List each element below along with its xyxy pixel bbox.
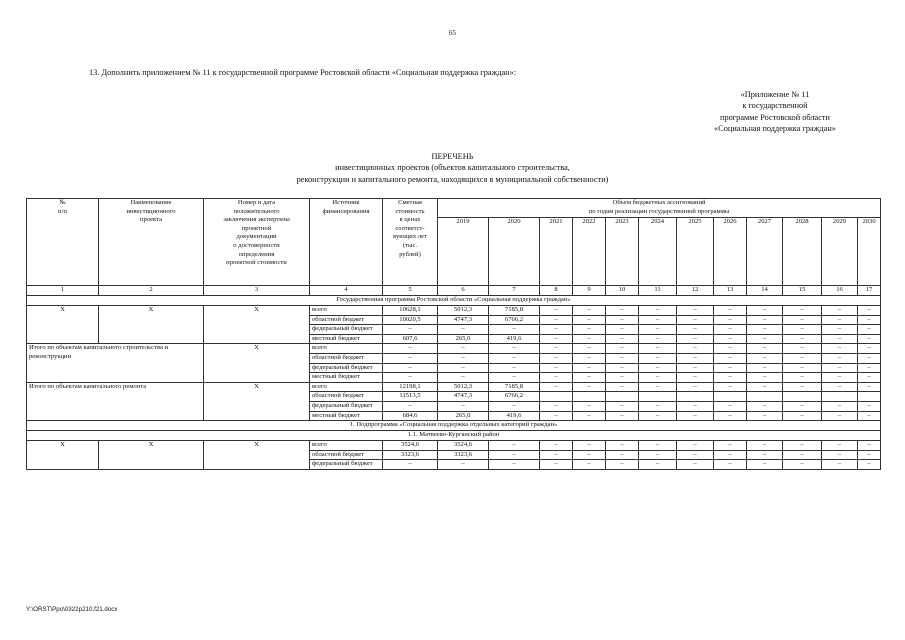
cell-value: – [677,382,714,392]
cell-value: – [783,460,822,470]
cell-value: 6766,2 [489,392,540,402]
cell-value: 265,0 [438,334,489,344]
cell-value: – [606,363,639,373]
cell-value: – [573,363,606,373]
column-number: 5 [383,286,438,296]
cell-value: – [540,373,573,383]
cell-value: – [489,401,540,411]
section-program: Государственная программа Ростовской области «Социальная поддержка граждан» [27,296,881,306]
cell-expertise: Х [204,441,310,470]
cell-source: областной бюджет [310,392,383,402]
cell-value: – [489,353,540,363]
cell-source: федеральный бюджет [310,460,383,470]
cell-value: – [639,411,677,421]
cell-source: федеральный бюджет [310,401,383,411]
table-row [27,441,881,451]
cell-value: 5012,3 [438,306,489,316]
cell-value: – [822,344,858,354]
cell-value: – [573,373,606,383]
header-year: 2020 [489,218,540,286]
cell-value: – [573,353,606,363]
cell-source: всего [310,382,383,392]
cell-value: – [747,325,783,335]
cell-value: – [489,373,540,383]
table-row [27,344,881,354]
cell-value: – [540,441,573,451]
cell-value: – [573,450,606,460]
cell-value: – [783,401,822,411]
cell-value: – [606,411,639,421]
cell-value: – [783,315,822,325]
cell-value [714,392,747,402]
cell-value: – [677,401,714,411]
header-year: 2027 [747,218,783,286]
cell-value: 419,6 [489,334,540,344]
cell-value: – [822,325,858,335]
cell-value: – [383,344,438,354]
cell-value: – [822,306,858,316]
cell-value: 607,6 [383,334,438,344]
cell-value: – [783,353,822,363]
cell-value [639,392,677,402]
cell-value: – [573,334,606,344]
cell-value: – [606,401,639,411]
cell-value: – [639,373,677,383]
header-year: 2028 [783,218,822,286]
cell-value: – [573,411,606,421]
cell-value: – [383,363,438,373]
cell-value: – [573,315,606,325]
cell-value: – [606,344,639,354]
cell-value: – [489,460,540,470]
cell-total-label: Итого по объектам капитального строительства и реконструкции [27,344,204,382]
cell-value: – [573,306,606,316]
cell-value: – [714,401,747,411]
cell-value: – [540,401,573,411]
appendix-line: «Социальная поддержка граждан» [714,124,836,134]
cell-value: – [747,315,783,325]
cell-value: – [383,401,438,411]
cell-value: – [714,382,747,392]
column-number: 2 [99,286,204,296]
cell-value: – [639,441,677,451]
cell-value: – [677,460,714,470]
table-row [27,382,881,392]
cell-value: – [714,315,747,325]
cell-value: 11513,5 [383,392,438,402]
cell-expertise: Х [204,382,310,420]
column-number: 3 [204,286,310,296]
header-expertise: Номер и дата положительного заключения экспертизы проектной документации о достоверности определения проектной стоимости [204,199,310,286]
cell-value: – [747,363,783,373]
header-year: 2026 [714,218,747,286]
cell-source: федеральный бюджет [310,325,383,335]
cell-value [573,392,606,402]
cell-value: – [606,315,639,325]
cell-value: – [677,411,714,421]
cell-value: – [677,441,714,451]
cell-value: – [783,441,822,451]
cell-value: – [383,353,438,363]
cell-value: – [858,460,881,470]
section-district: 1.1. Матвеево-Курганский район [27,431,881,441]
cell-value: 265,0 [438,411,489,421]
cell-value: – [747,353,783,363]
cell-value: – [438,373,489,383]
cell-value: – [489,450,540,460]
cell-source: всего [310,344,383,354]
cell-value: – [540,325,573,335]
cell-value: – [714,373,747,383]
cell-value: – [714,441,747,451]
cell-value: – [540,315,573,325]
cell-value: – [489,325,540,335]
cell-value: – [639,401,677,411]
cell-value: – [747,306,783,316]
cell-value: – [822,441,858,451]
appendix-line: к государственной [742,101,808,111]
cell-value: – [747,382,783,392]
cell-value: – [438,363,489,373]
header-year: 2025 [677,218,714,286]
cell-source: местный бюджет [310,334,383,344]
cell-value: 419,6 [489,411,540,421]
cell-source: местный бюджет [310,373,383,383]
cell-value: – [573,460,606,470]
cell-value: – [639,334,677,344]
column-number: 11 [639,286,677,296]
column-number: 1 [27,286,99,296]
cell-value [858,392,881,402]
cell-value: – [540,450,573,460]
cell-value: 5012,3 [438,382,489,392]
cell-value: – [858,401,881,411]
cell-value: – [783,363,822,373]
column-number: 8 [540,286,573,296]
cell-value: – [858,334,881,344]
cell-source: областной бюджет [310,450,383,460]
header-year: 2021 [540,218,573,286]
cell-value: – [677,363,714,373]
cell-expertise: Х [204,306,310,344]
cell-value: – [858,306,881,316]
cell-value: – [858,325,881,335]
cell-value: 3323,6 [438,450,489,460]
cell-value: – [438,460,489,470]
cell-value: – [606,382,639,392]
cell-value: – [639,460,677,470]
cell-value: – [858,344,881,354]
cell-value: – [714,450,747,460]
cell-value: 3323,6 [383,450,438,460]
cell-value: – [606,460,639,470]
cell-value: 684,6 [383,411,438,421]
cell-source: областной бюджет [310,315,383,325]
document-title [0,151,905,185]
cell-source: местный бюджет [310,411,383,421]
cell-value: – [783,306,822,316]
cell-value: – [540,460,573,470]
cell-value: – [540,306,573,316]
cell-value: – [677,373,714,383]
cell-value: – [783,382,822,392]
cell-value: – [822,401,858,411]
cell-value: – [714,460,747,470]
header-year: 2022 [573,218,606,286]
cell-value: – [677,334,714,344]
header-cost: Сметная стоимость в ценах соответст- вующих лет (тыс. рублей) [383,199,438,286]
appendix-line: «Приложение № 11 [740,90,810,99]
cell-value: – [783,450,822,460]
cell-value [783,392,822,402]
cell-project-name: Х [99,441,204,470]
cell-value: 12198,1 [383,382,438,392]
cell-value: – [606,450,639,460]
cell-value: 3524,6 [438,441,489,451]
cell-value: – [606,334,639,344]
cell-value: – [783,344,822,354]
header-year: 2019 [438,218,489,286]
cell-value: – [606,325,639,335]
cell-value: – [858,441,881,451]
cell-value: – [747,401,783,411]
header-volume: Объем бюджетных ассигнований [438,199,881,209]
cell-value: – [714,325,747,335]
cell-value: – [747,441,783,451]
cell-value: 10020,5 [383,315,438,325]
cell-value [606,392,639,402]
cell-value: – [639,344,677,354]
cell-value: – [783,325,822,335]
cell-source: федеральный бюджет [310,363,383,373]
page-number: 65 [449,29,456,37]
cell-value: – [822,450,858,460]
cell-value: 4747,3 [438,315,489,325]
column-number: 9 [573,286,606,296]
cell-value: – [573,441,606,451]
column-number: 12 [677,286,714,296]
cell-value: – [822,334,858,344]
cell-value: – [489,441,540,451]
cell-value: – [438,344,489,354]
cell-value: – [783,411,822,421]
cell-value: – [639,325,677,335]
cell-value: – [573,325,606,335]
cell-value: – [383,325,438,335]
header-source: Источник финансирования [310,199,383,286]
cell-value: – [747,450,783,460]
cell-value: 6766,2 [489,315,540,325]
cell-value: 10628,1 [383,306,438,316]
cell-value: – [639,306,677,316]
cell-value: – [747,460,783,470]
cell-value: – [639,363,677,373]
cell-value: – [438,325,489,335]
cell-value: – [540,344,573,354]
cell-value: – [822,411,858,421]
cell-project-name: Х [99,306,204,344]
cell-value [540,392,573,402]
header-num: № п/п [27,199,99,286]
cell-value: – [540,353,573,363]
investment-projects-table [26,198,881,470]
column-number: 4 [310,286,383,296]
cell-value: – [606,373,639,383]
cell-value: – [714,306,747,316]
cell-value: – [747,411,783,421]
cell-value: – [714,411,747,421]
cell-value: – [677,344,714,354]
cell-expertise: Х [204,344,310,382]
cell-value: – [573,401,606,411]
cell-value: – [383,460,438,470]
column-number: 15 [783,286,822,296]
cell-value: – [822,382,858,392]
cell-value: – [540,411,573,421]
cell-value: – [540,382,573,392]
cell-value: – [858,411,881,421]
cell-source: всего [310,441,383,451]
cell-value: – [858,315,881,325]
cell-source: областной бюджет [310,353,383,363]
cell-value: 7185,8 [489,306,540,316]
cell-value: – [639,315,677,325]
cell-value: – [438,401,489,411]
cell-value: – [714,353,747,363]
title-line: ПЕРЕЧЕНЬ [431,152,474,161]
cell-value: – [677,353,714,363]
cell-value: – [639,353,677,363]
header-project-name: Наименование инвестиционного проекта [99,199,204,286]
column-number: 6 [438,286,489,296]
cell-value: – [639,450,677,460]
cell-value: – [573,382,606,392]
title-line: инвестиционных проектов (объектов капитального строительства, [335,163,570,173]
cell-value: – [747,373,783,383]
cell-value: – [573,344,606,354]
cell-value: – [783,373,822,383]
header-year: 2024 [639,218,677,286]
cell-value: – [858,353,881,363]
section-subprogram: 1. Подпрограмма «Социальная поддержка отдельных категорий граждан» [27,421,881,431]
cell-value: – [714,344,747,354]
cell-total-label: Итого по объектам капитального ремонта [27,382,204,420]
cell-value: – [858,382,881,392]
column-number: 17 [858,286,881,296]
cell-value: – [383,373,438,383]
header-year: 2023 [606,218,639,286]
column-number: 16 [822,286,858,296]
cell-value: – [606,306,639,316]
cell-value: – [822,460,858,470]
cell-value: – [606,441,639,451]
cell-value: – [438,353,489,363]
cell-value: – [639,382,677,392]
header-year: 2030 [858,218,881,286]
header-volume-sub: по годам реализации государственной программы [438,208,881,218]
cell-value: – [714,363,747,373]
cell-value: 3524,6 [383,441,438,451]
cell-value: 7185,8 [489,382,540,392]
appendix-header [660,89,890,135]
cell-value [677,392,714,402]
cell-value: – [540,363,573,373]
cell-num: Х [27,441,99,470]
cell-value: – [858,450,881,460]
cell-value: – [783,334,822,344]
cell-value: 4747,3 [438,392,489,402]
cell-value: – [489,344,540,354]
cell-value: – [489,363,540,373]
cell-value: – [677,315,714,325]
cell-value: – [822,315,858,325]
cell-num: Х [27,306,99,344]
cell-value: – [858,373,881,383]
cell-value: – [747,334,783,344]
cell-value: – [822,363,858,373]
cell-value: – [606,353,639,363]
column-number: 14 [747,286,783,296]
cell-value: – [677,325,714,335]
appendix-line: программе Ростовской области [720,112,830,122]
column-number: 7 [489,286,540,296]
cell-value: – [677,450,714,460]
table-row [27,306,881,316]
column-number: 13 [714,286,747,296]
cell-source: всего [310,306,383,316]
cell-value [747,392,783,402]
cell-value [822,392,858,402]
cell-value: – [747,344,783,354]
file-path: Y:\ORST\Ppo\0322p210.f21.docx [26,606,118,613]
cell-value: – [822,353,858,363]
cell-value: – [822,373,858,383]
cell-value: – [677,306,714,316]
cell-value: – [858,363,881,373]
title-line: реконструкции и капитального ремонта, находящихся в муниципальной собственности) [296,174,609,184]
cell-value: – [540,334,573,344]
header-year: 2029 [822,218,858,286]
intro-text: 13. Дополнить приложением № 11 к государственной программе Ростовской области «Социальная поддержка граждан»: [89,68,517,77]
cell-value: – [714,334,747,344]
column-number: 10 [606,286,639,296]
